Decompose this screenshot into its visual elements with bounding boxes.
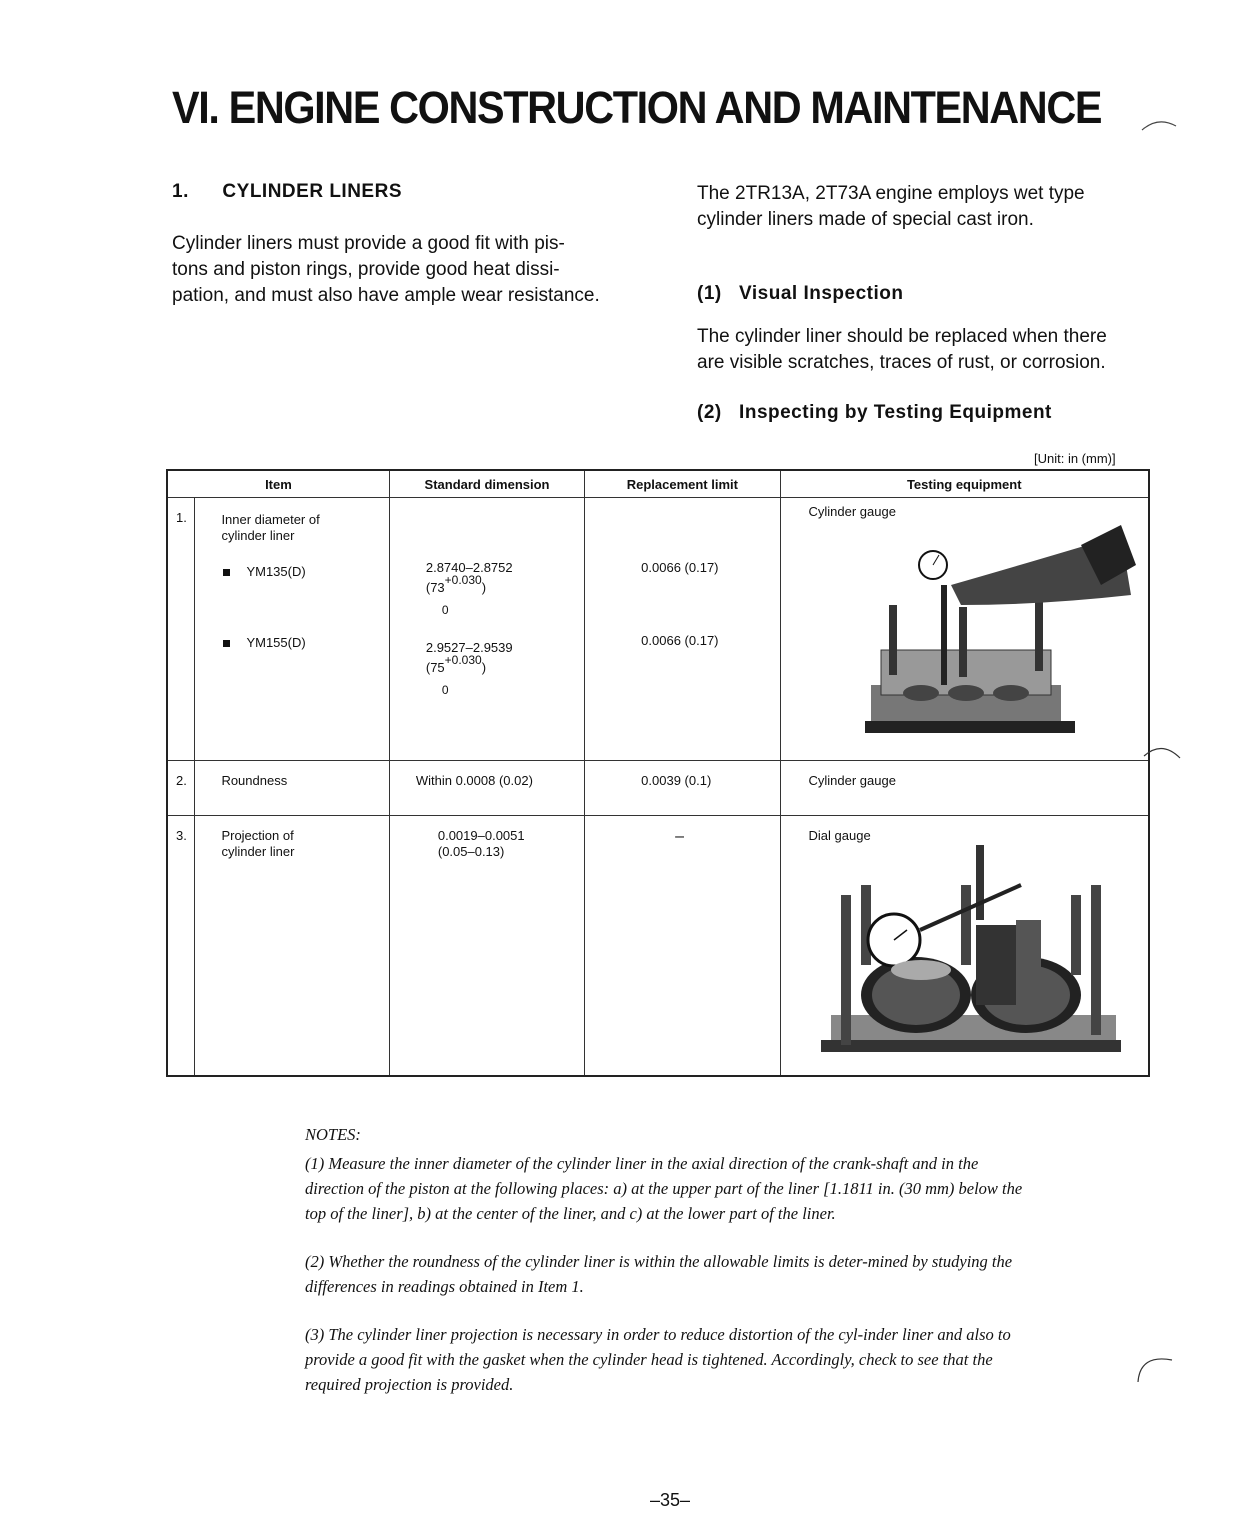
row-item: Roundness: [221, 773, 288, 788]
tolerance-minus: 0: [441, 683, 449, 697]
metric-close: ): [481, 660, 487, 675]
description-line: cylinder liners made of special cast iron.: [697, 209, 1034, 230]
notes-heading: NOTES:: [305, 1125, 361, 1144]
table-row: [167, 498, 1149, 761]
tolerance-plus: +0.030: [444, 653, 482, 667]
standard-line: (0.05–0.13): [437, 844, 505, 859]
section-heading: [172, 181, 402, 203]
standard-line: 0.0019–0.0051: [437, 828, 525, 843]
header-standard: Standard dimension: [389, 470, 584, 498]
row-number: 1.: [176, 510, 187, 525]
standard-value: Within 0.0008 (0.02): [415, 773, 533, 788]
table-row: [167, 816, 1149, 1077]
description-line: The 2TR13A, 2T73A engine employs wet type: [697, 183, 1085, 204]
metric-base: (73: [425, 580, 445, 595]
standard-metric: [425, 653, 584, 697]
header-limit: Replacement limit: [585, 470, 780, 498]
equipment-label: Dial gauge: [808, 828, 871, 843]
item-line: cylinder liner: [221, 844, 295, 859]
title-underline-mark: [1140, 112, 1180, 134]
metric-base: (75: [425, 660, 445, 675]
item-line: Inner diameter of: [221, 512, 320, 527]
margin-mark: [1130, 1348, 1180, 1388]
intro-line: pation, and must also have ample wear resistance.: [172, 285, 600, 306]
tolerance-plus: +0.030: [444, 573, 482, 587]
table-header-row: [167, 470, 1149, 498]
header-item: Item: [167, 470, 389, 498]
equipment-label: Cylinder gauge: [808, 773, 896, 788]
unit-note: [Unit: in (mm)]: [1034, 451, 1116, 466]
engine-description: [697, 181, 1085, 233]
inspection-table: [166, 469, 1150, 1077]
testing-equipment-heading: (2) Inspecting by Testing Equipment: [697, 402, 1052, 423]
note-item: (2) Whether the roundness of the cylinder liner is within the allowable limits is deter-mined by studying the differences in readings obtained in Item 1.: [305, 1252, 1013, 1296]
row-number: 2.: [176, 773, 187, 788]
row-item: [195, 816, 388, 860]
model-name: YM155(D): [246, 635, 306, 650]
visual-inspection-heading: (1) Visual Inspection: [697, 283, 904, 304]
intro-line: tons and piston rings, provide good heat dissi-: [172, 259, 560, 280]
bullet-icon: [223, 640, 230, 647]
standard-value: 2.8740–2.8752: [425, 560, 513, 575]
row-number: 3.: [176, 828, 187, 843]
cylinder-gauge-illustration: [841, 525, 1141, 745]
model-ym155: [195, 635, 388, 650]
standard-ym155: [390, 612, 584, 697]
model-ym135: [195, 564, 388, 579]
model-name: YM135(D): [246, 564, 306, 579]
standard-value: 2.9527–2.9539: [425, 640, 513, 655]
item-line: cylinder liner: [221, 528, 295, 543]
notes-section: [305, 1122, 1025, 1420]
tolerance-minus: 0: [441, 603, 449, 617]
section-title: CYLINDER LINERS: [222, 181, 402, 202]
standard-value: [390, 816, 584, 860]
standard-metric: [425, 573, 584, 617]
visual-inspection-text: [697, 324, 1107, 376]
note-item: (1) Measure the inner diameter of the cylinder liner in the axial direction of the crank-shaft and in the direction of the piston at the following places: a) at the upper part of the liner [1.1811 in. (30 mm) below the top of the liner], b) at the center of the liner, and c) at the lower part of the liner.: [305, 1154, 1023, 1223]
visual-inspection-line: are visible scratches, traces of rust, or corrosion.: [697, 352, 1106, 373]
dial-gauge-illustration: [821, 845, 1121, 1060]
visual-inspection-line: The cylinder liner should be replaced when there: [697, 326, 1107, 347]
bullet-icon: [223, 569, 230, 576]
table-row: [167, 761, 1149, 816]
item-line: Projection of: [221, 828, 294, 843]
margin-mark: [1140, 738, 1184, 764]
limit-value: –: [675, 828, 685, 845]
header-equipment: Testing equipment: [780, 470, 1149, 498]
standard-ym135: [390, 498, 584, 617]
limit-ym135: 0.0066 (0.17): [641, 560, 719, 575]
page-number: –35–: [650, 1490, 691, 1510]
section-intro: [172, 231, 600, 309]
row-item: [195, 498, 388, 544]
chapter-title: VI. ENGINE CONSTRUCTION AND MAINTENANCE: [172, 82, 1102, 133]
note-item: (3) The cylinder liner projection is necessary in order to reduce distortion of the cyl-inder liner and also to provide a good fit with the gasket when the cylinder head is tightened. Accordingly, check to see that the required projection is provided.: [305, 1325, 1011, 1394]
limit-ym155: 0.0066 (0.17): [641, 633, 719, 648]
section-number: 1.: [172, 181, 189, 202]
limit-value: 0.0039 (0.1): [641, 773, 712, 788]
intro-line: Cylinder liners must provide a good fit with pis-: [172, 233, 565, 254]
metric-close: ): [481, 580, 487, 595]
equipment-label: Cylinder gauge: [808, 504, 896, 519]
